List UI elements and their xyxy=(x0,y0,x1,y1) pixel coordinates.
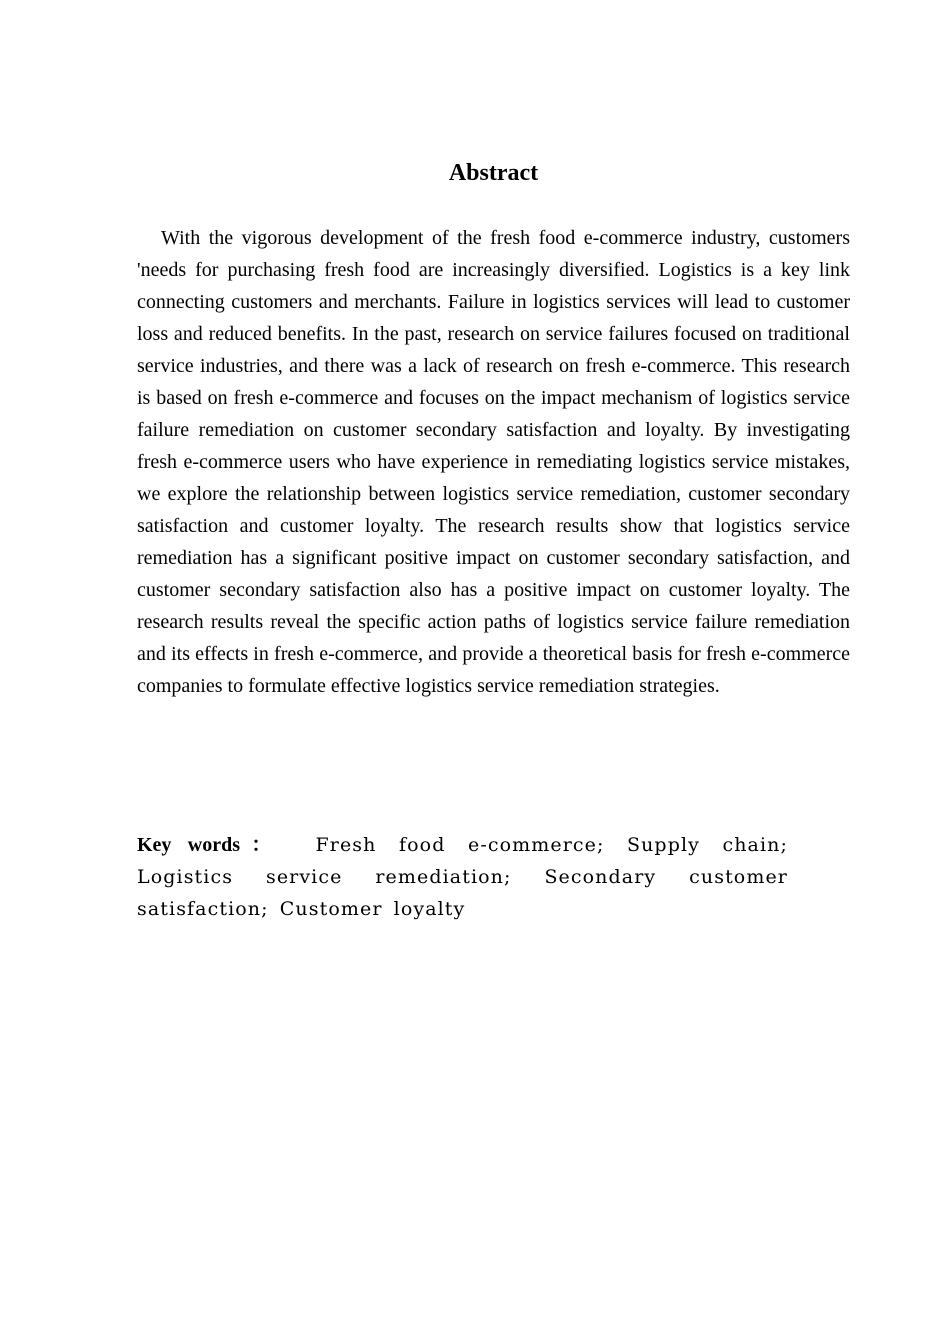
keywords-separator: ： xyxy=(240,834,283,856)
keywords-label: Key words xyxy=(137,834,241,856)
abstract-title: Abstract xyxy=(448,160,539,186)
abstract-paragraph: With the vigorous development of the fresh food e-commerce industry, customers 'needs for purchasing fresh food are increasingly diversified. Logistics is a key link connecting customers and merchants. Failure in logistics services will lead to customer loss and reduced benefits. In the past, research on service failures focused on traditional service industries, and there was a lack of research on fresh e-commerce. This research is based on fresh e-commerce and focuses on the impact mechanism of logistics service failure remediation on customer secondary satisfaction and loyalty. By investigating fresh e-commerce users who have experience in remediating logistics service mistakes, we explore the relationship between logistics service remediation, customer secondary satisfaction and customer loyalty. The research results show that logistics service remediation has a significant positive impact on customer secondary satisfaction, and customer secondary satisfaction also has a positive impact on customer loyalty. The research results reveal the specific action paths of logistics service failure remediation and its effects in fresh e-commerce, and provide a theoretical basis for fresh e-commerce companies to formulate effective logistics service remediation strategies. xyxy=(137,227,850,697)
keywords-list: Fresh food e-commerce; Supply chain; Logistics service remediation; Secondary customer satisfaction; Customer loyalty xyxy=(137,834,788,920)
keywords-section xyxy=(137,829,788,925)
